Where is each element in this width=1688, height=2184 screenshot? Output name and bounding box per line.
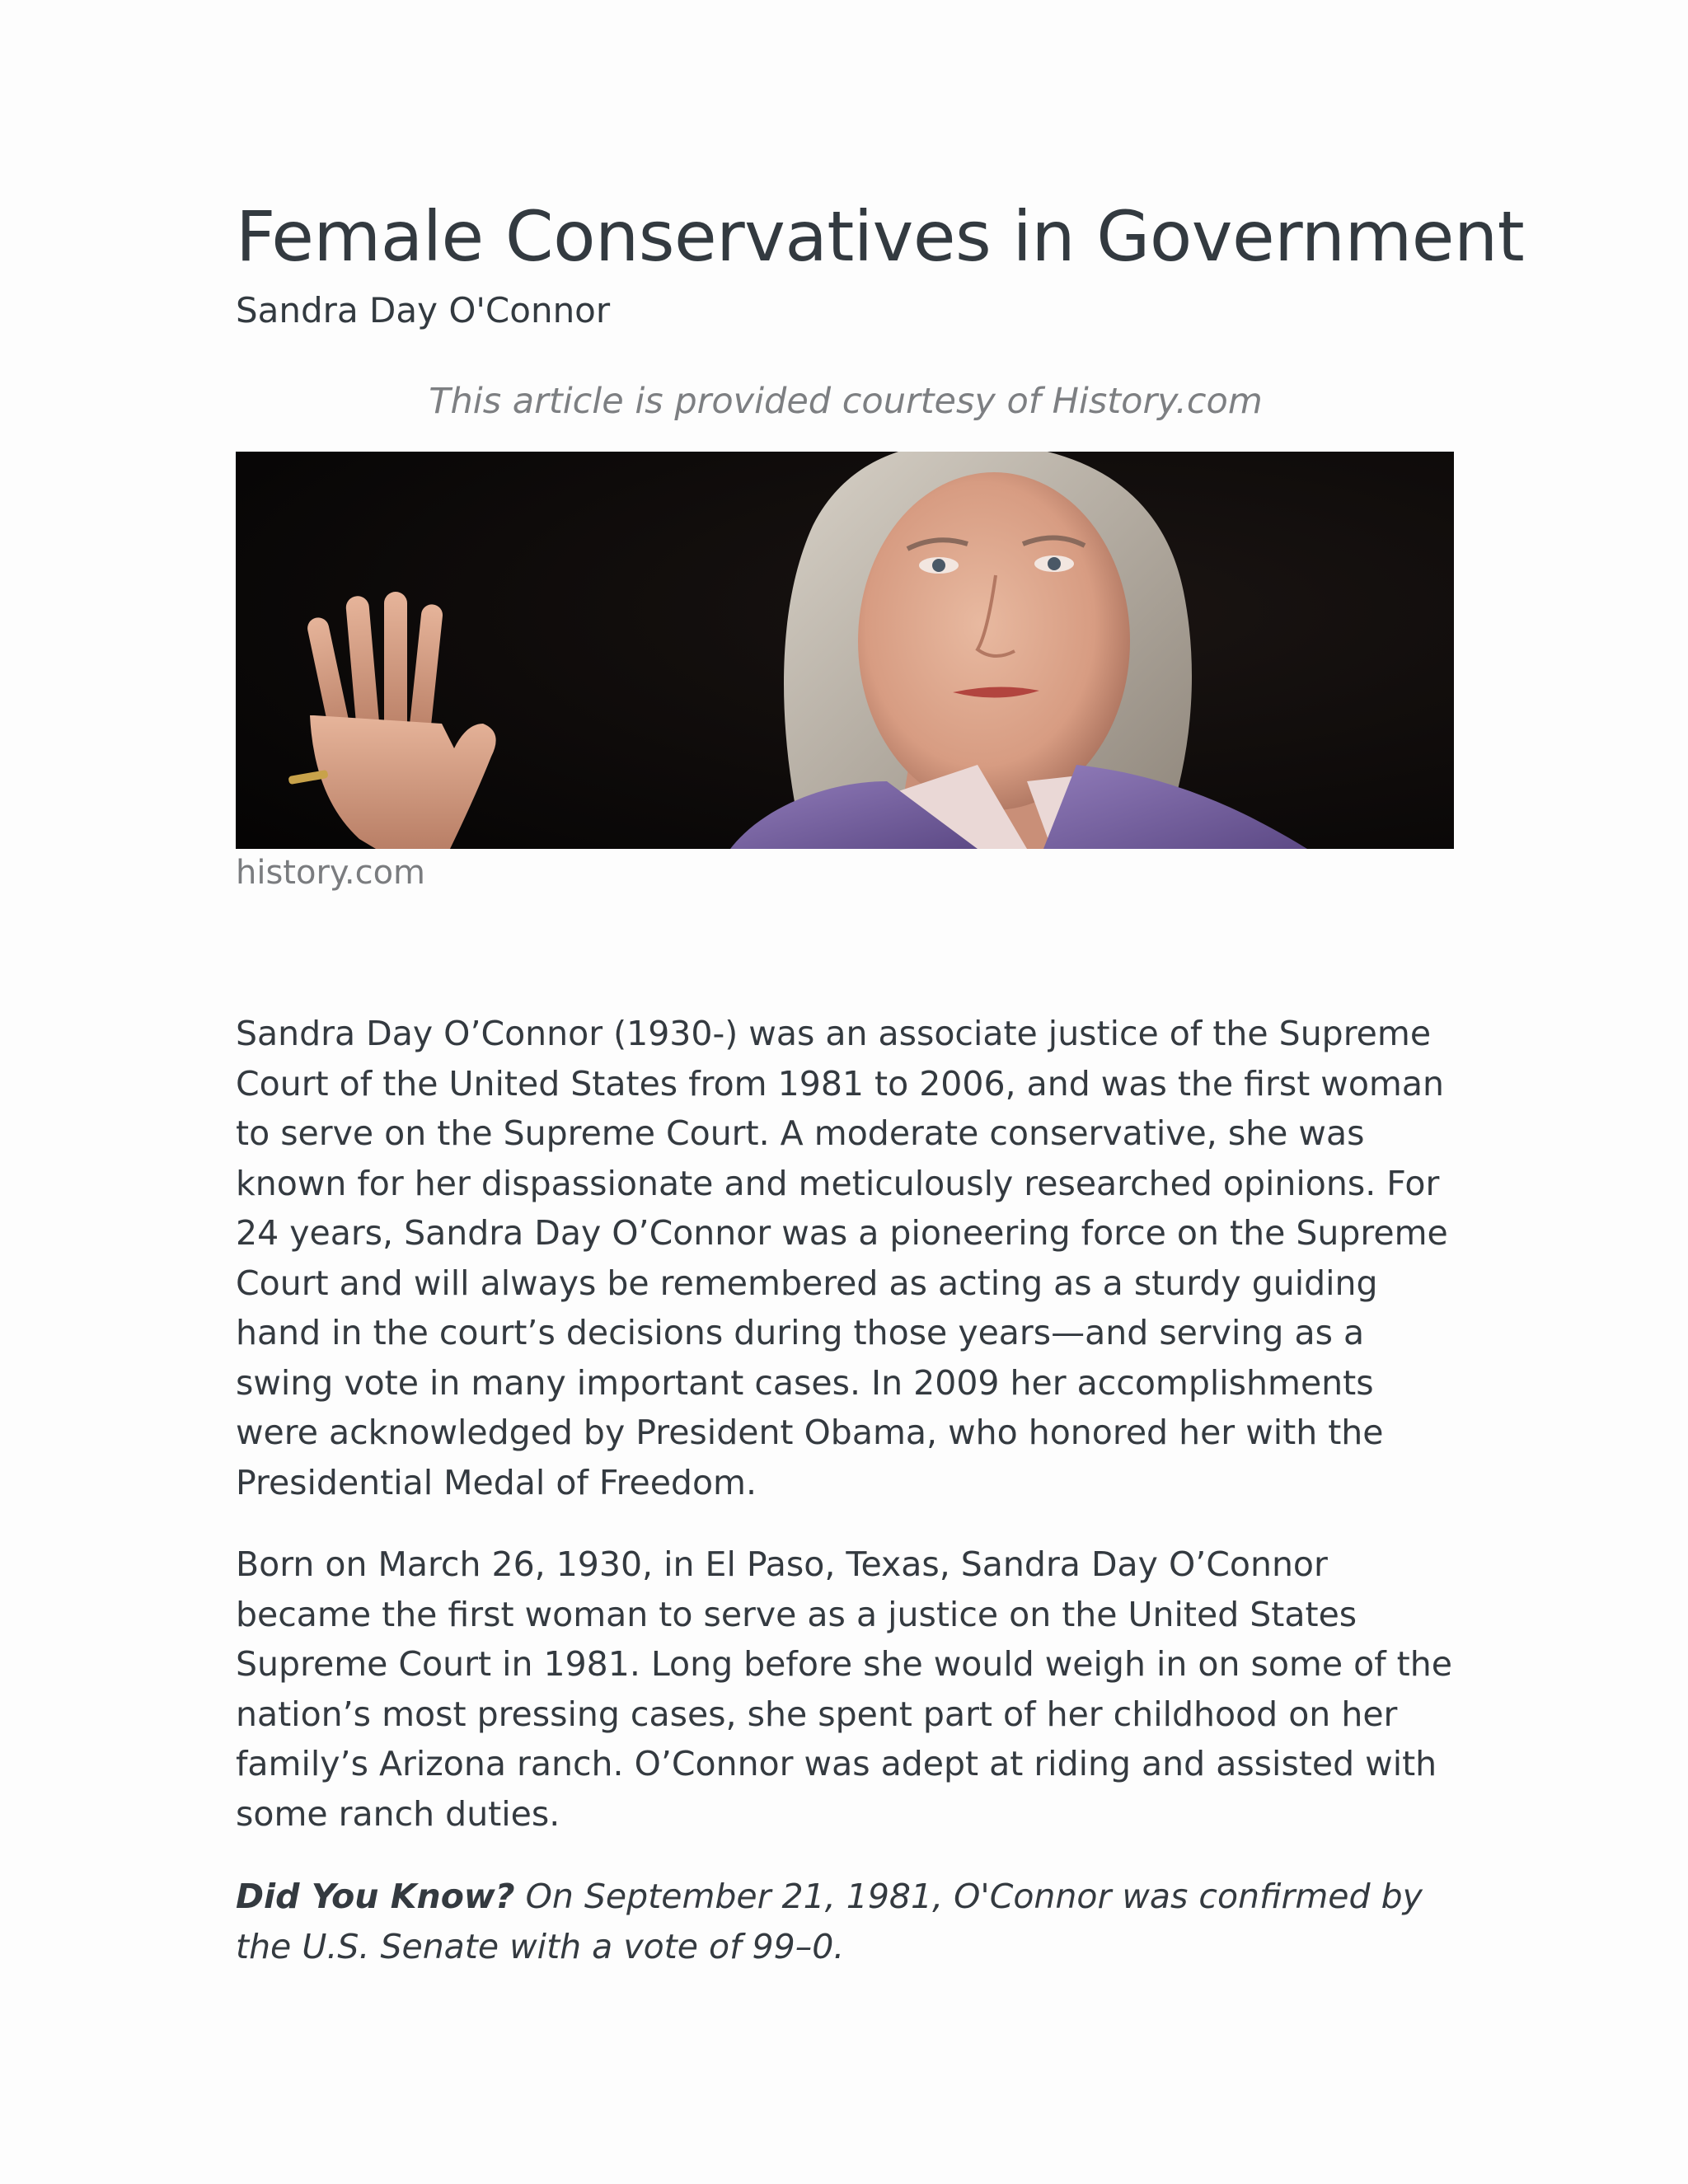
did-you-know-note [236, 1872, 1456, 1971]
article-paragraph: Sandra Day O’Connor (1930-) was an associate justice of the Supreme Court of the United States from 1981 to 2006, and was the first woman to serve on the Supreme Court. A moderate conservative, she was known for her dispassionate and meticulously researched opinions. For 24 years, Sandra Day O’Connor was a pioneering force on the Supreme Court and will always be remembered as acting as a sturdy guiding hand in the court’s decisions during those years—and serving as a swing vote in many important cases. In 2009 her accomplishments were acknowledged by President Obama, who honored her with the Presidential Medal of Freedom. [236, 1014, 1448, 1502]
courtesy-note: This article is provided courtesy of History.com [429, 381, 1263, 422]
article-paragraph: Born on March 26, 1930, in El Paso, Texas, Sandra Day O’Connor became the first woman to serve as a justice on the United States Supreme Court in 1981. Long before she would weigh in on some of the nation’s most pressing cases, she spent part of her childhood on her family’s Arizona ranch. O’Connor was adept at riding and assisted with some ranch duties. [236, 1544, 1452, 1834]
did-you-know-label: Did You Know? [236, 1877, 515, 1916]
page-title: Female Conservatives in Government [236, 196, 1525, 277]
did-you-know-text: On September 21, 1981, O'Connor was confirmed by the U.S. Senate with a vote of 99–0. [236, 1877, 1423, 1966]
image-credit: history.com [236, 854, 426, 892]
portrait-photo [236, 452, 1454, 849]
page-subtitle: Sandra Day O'Connor [236, 290, 611, 330]
